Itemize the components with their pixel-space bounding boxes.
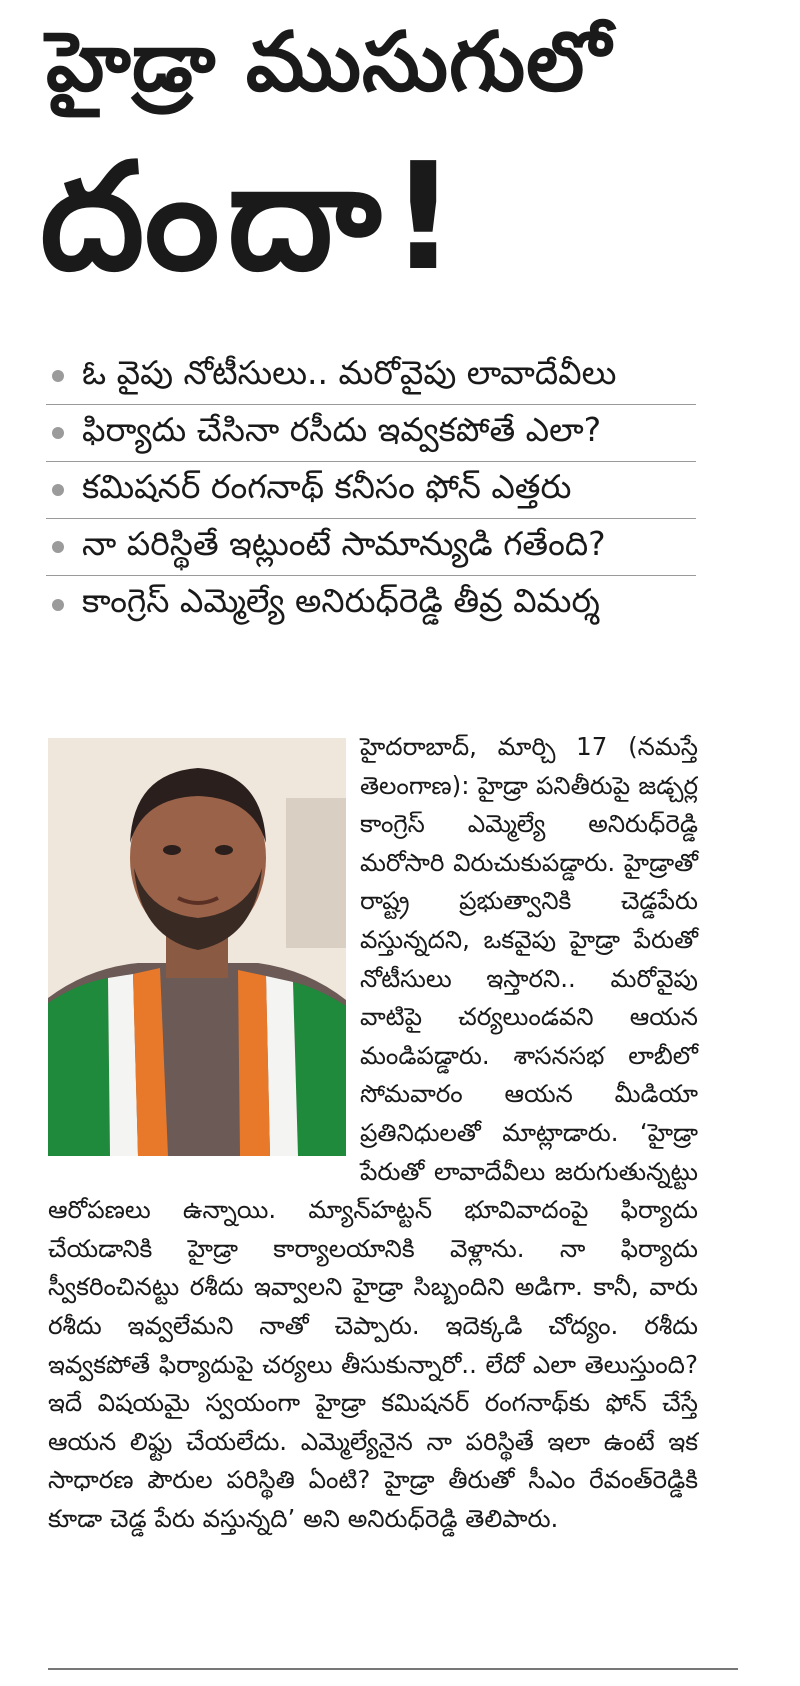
highlight-text: ఓ వైపు నోటీసులు.. మరోవైపు లావాదేవీలు [82, 352, 617, 392]
highlight-item [46, 405, 696, 462]
bullet-dot-icon [52, 599, 64, 611]
bullet-dot-icon [52, 427, 64, 439]
highlights-list [46, 348, 696, 633]
highlight-item [46, 576, 696, 633]
bottom-divider [48, 1668, 738, 1670]
highlight-item [46, 462, 696, 519]
article-body [48, 728, 698, 1538]
bullet-dot-icon [52, 370, 64, 382]
highlight-item [46, 519, 696, 576]
highlight-item [46, 348, 696, 405]
headline-line-2: దందా! [40, 131, 465, 303]
highlight-text: ఫిర్యాదు చేసినా రసీదు ఇవ్వకపోతే ఎలా? [82, 409, 602, 449]
headline-line-1: హైడ్రా ముసుగులో [46, 15, 612, 110]
highlight-text: కమిషనర్ రంగనాథ్ కనీసం ఫోన్ ఎత్తరు [82, 466, 572, 506]
article-text: హైదరాబాద్, మార్చి 17 (నమస్తే తెలంగాణ): హైడ్రా పనితీరుపై జడ్చర్ల కాంగ్రెస్ ఎమ్మెల్యే అనిరుధ్‌రెడ్డి మరోసారి విరుచుకుపడ్డారు. హైడ్రాతో రాష్ట్ర ప్రభుత్వానికి చెడ్డపేరు వస్తున్నదని, ఒకవైపు హైడ్రా పేరుతో నోటీసులు ఇస్తారని.. మరోవైపు వాటిపై చర్యలుండవని ఆయన మండిపడ్డారు. శాసనసభ లాబీలో సోమవారం ఆయన మీడియా ప్రతినిధులతో మాట్లాడారు. ‘హైడ్రా పేరుతో లావాదేవీలు జరుగుతున్నట్టు ఆరోపణలు ఉన్నాయి. మ్యాన్‌హట్టన్ భూవివాదంపై ఫిర్యాదు చేయడానికి హైడ్రా కార్యాలయానికి వెళ్లాను. నా ఫిర్యాదు స్వీకరించినట్టు రశీదు ఇవ్వాలని హైడ్రా సిబ్బందిని అడిగా. కానీ, వారు రశీదు ఇవ్వలేమని నాతో చెప్పారు. ఇదెక్కడి చోద్యం. రశీదు ఇవ్వకపోతే ఫిర్యాదుపై చర్యలు తీసుకున్నారో.. లేదో ఎలా తెలుస్తుంది? ఇదే విషయమై స్వయంగా హైడ్రా కమిషనర్ రంగనాథ్‌కు ఫోన్ చేస్తే ఆయన లిఫ్టు చేయలేదు. ఎమ్మెల్యేనైన నా పరిస్థితే ఇలా ఉంటే ఇక సాధారణ పౌరుల పరిస్థితి ఏంటి? హైడ్రా తీరుతో సీఎం రేవంత్‌రెడ్డికి కూడా చెడ్డ పేరు వస్తున్నది’ అని అనిరుధ్‌రెడ్డి తెలిపారు. [48, 732, 698, 1533]
highlight-text: నా పరిస్థితే ఇట్లుంటే సామాన్యుడి గతేంది? [82, 523, 606, 563]
photo-wrap-spacer [48, 728, 360, 1172]
highlight-text: కాంగ్రెస్ ఎమ్మెల్యే అనిరుధ్‌రెడ్డి తీవ్ర విమర్శ [82, 581, 600, 620]
bullet-dot-icon [52, 484, 64, 496]
bullet-dot-icon [52, 541, 64, 553]
